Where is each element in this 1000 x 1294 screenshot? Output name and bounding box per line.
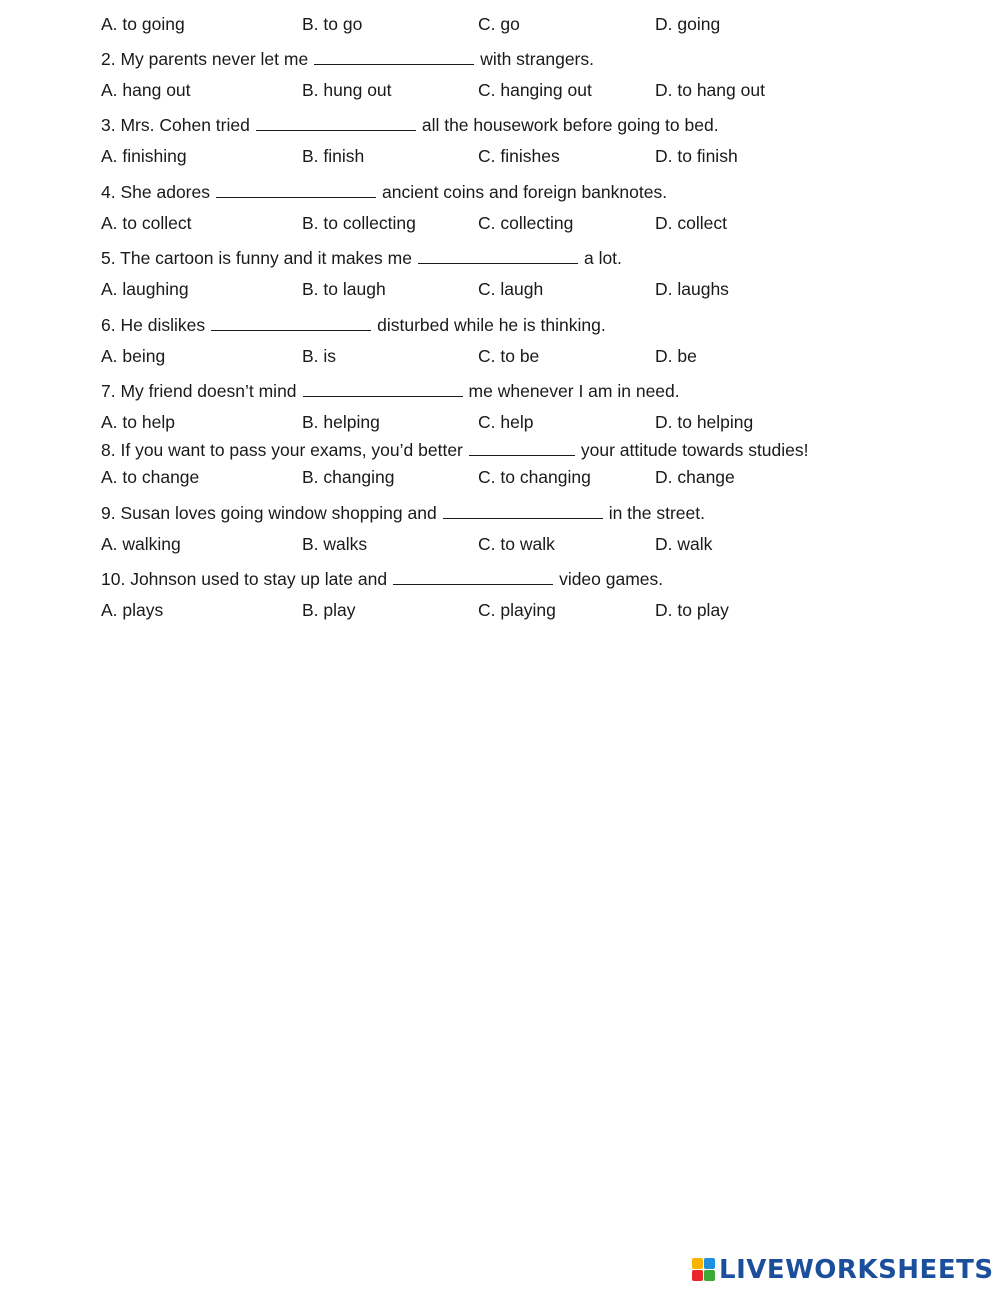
option-d[interactable]: D. to helping	[655, 412, 754, 432]
question-2	[101, 48, 594, 70]
question-text-before: If you want to pass your exams, you’d better	[120, 440, 463, 460]
question-number: 3.	[101, 115, 116, 135]
option-c[interactable]: C. laugh	[478, 279, 544, 299]
question-number: 5.	[101, 248, 116, 268]
options-row-9	[0, 533, 1000, 555]
options-row-1	[0, 13, 1000, 35]
option-c[interactable]: C. help	[478, 412, 534, 432]
question-text-after: disturbed while he is thinking.	[377, 315, 606, 335]
question-10	[101, 568, 663, 590]
option-d[interactable]: D. going	[655, 14, 721, 34]
options-row-5	[0, 278, 1000, 300]
option-c[interactable]: C. collecting	[478, 213, 574, 233]
option-a[interactable]: A. finishing	[101, 146, 187, 166]
question-text-before: Johnson used to stay up late and	[130, 569, 388, 589]
logo-text: LIVEWORKSHEETS	[719, 1255, 994, 1285]
question-text-after: in the street.	[608, 503, 705, 523]
question-number: 2.	[101, 49, 116, 69]
option-d[interactable]: D. walk	[655, 534, 713, 554]
answer-blank[interactable]	[303, 381, 463, 397]
option-c[interactable]: C. to be	[478, 346, 540, 366]
option-a[interactable]: A. to going	[101, 14, 185, 34]
question-7	[101, 380, 680, 402]
answer-blank[interactable]	[256, 115, 416, 131]
option-b[interactable]: B. hung out	[302, 80, 392, 100]
option-c[interactable]: C. playing	[478, 600, 556, 620]
question-text-after: video games.	[559, 569, 664, 589]
answer-blank[interactable]	[314, 49, 474, 65]
answer-blank[interactable]	[469, 440, 575, 456]
question-text-before: Mrs. Cohen tried	[120, 115, 250, 135]
question-text-before: She adores	[120, 182, 210, 202]
option-c[interactable]: C. finishes	[478, 146, 560, 166]
question-text-before: Susan loves going window shopping and	[120, 503, 437, 523]
options-row-4	[0, 212, 1000, 234]
question-text-before: The cartoon is funny and it makes me	[120, 248, 412, 268]
question-text-before: He dislikes	[120, 315, 206, 335]
option-d[interactable]: D. laughs	[655, 279, 729, 299]
option-b[interactable]: B. to collecting	[302, 213, 416, 233]
option-b[interactable]: B. changing	[302, 467, 395, 487]
answer-blank[interactable]	[418, 248, 578, 264]
question-8	[101, 439, 809, 461]
option-d[interactable]: D. to hang out	[655, 80, 765, 100]
option-b[interactable]: B. play	[302, 600, 356, 620]
question-text-after: a lot.	[583, 248, 622, 268]
question-number: 6.	[101, 315, 116, 335]
options-row-10	[0, 599, 1000, 621]
question-text-after: all the housework before going to bed.	[421, 115, 719, 135]
option-b[interactable]: B. helping	[302, 412, 380, 432]
option-b[interactable]: B. to go	[302, 14, 363, 34]
question-number: 7.	[101, 381, 116, 401]
question-3	[101, 114, 719, 136]
option-a[interactable]: A. to change	[101, 467, 200, 487]
option-c[interactable]: C. go	[478, 14, 520, 34]
answer-blank[interactable]	[211, 315, 371, 331]
option-a[interactable]: A. to help	[101, 412, 175, 432]
option-b[interactable]: B. finish	[302, 146, 365, 166]
option-c[interactable]: C. to walk	[478, 534, 555, 554]
option-a[interactable]: A. walking	[101, 534, 181, 554]
option-b[interactable]: B. is	[302, 346, 337, 366]
options-row-8	[0, 466, 1000, 488]
option-c[interactable]: C. to changing	[478, 467, 591, 487]
options-row-7	[0, 411, 1000, 433]
question-text-after: ancient coins and foreign banknotes.	[382, 182, 668, 202]
question-text-before: My parents never let me	[120, 49, 309, 69]
question-number: 4.	[101, 182, 116, 202]
option-d[interactable]: D. collect	[655, 213, 727, 233]
question-text-after: with strangers.	[480, 49, 594, 69]
option-a[interactable]: A. laughing	[101, 279, 189, 299]
question-number: 8.	[101, 440, 116, 460]
option-d[interactable]: D. to play	[655, 600, 729, 620]
option-a[interactable]: A. plays	[101, 600, 164, 620]
option-a[interactable]: A. being	[101, 346, 166, 366]
options-row-2	[0, 79, 1000, 101]
answer-blank[interactable]	[443, 503, 603, 519]
question-5	[101, 247, 622, 269]
option-b[interactable]: B. to laugh	[302, 279, 386, 299]
question-6	[101, 314, 606, 336]
option-d[interactable]: D. to finish	[655, 146, 738, 166]
question-4	[101, 181, 667, 203]
liveworksheets-logo[interactable]	[692, 1255, 994, 1285]
options-row-3	[0, 145, 1000, 167]
options-row-6	[0, 345, 1000, 367]
option-c[interactable]: C. hanging out	[478, 80, 592, 100]
option-d[interactable]: D. be	[655, 346, 697, 366]
question-text-before: My friend doesn’t mind	[120, 381, 297, 401]
question-text-after: me whenever I am in need.	[468, 381, 680, 401]
question-9	[101, 502, 705, 524]
option-d[interactable]: D. change	[655, 467, 735, 487]
question-number: 10.	[101, 569, 126, 589]
question-number: 9.	[101, 503, 116, 523]
option-a[interactable]: A. to collect	[101, 213, 192, 233]
answer-blank[interactable]	[393, 569, 553, 585]
option-b[interactable]: B. walks	[302, 534, 368, 554]
answer-blank[interactable]	[216, 182, 376, 198]
colored-blocks-logo-icon	[692, 1258, 716, 1282]
question-text-after: your attitude towards studies!	[580, 440, 809, 460]
option-a[interactable]: A. hang out	[101, 80, 191, 100]
